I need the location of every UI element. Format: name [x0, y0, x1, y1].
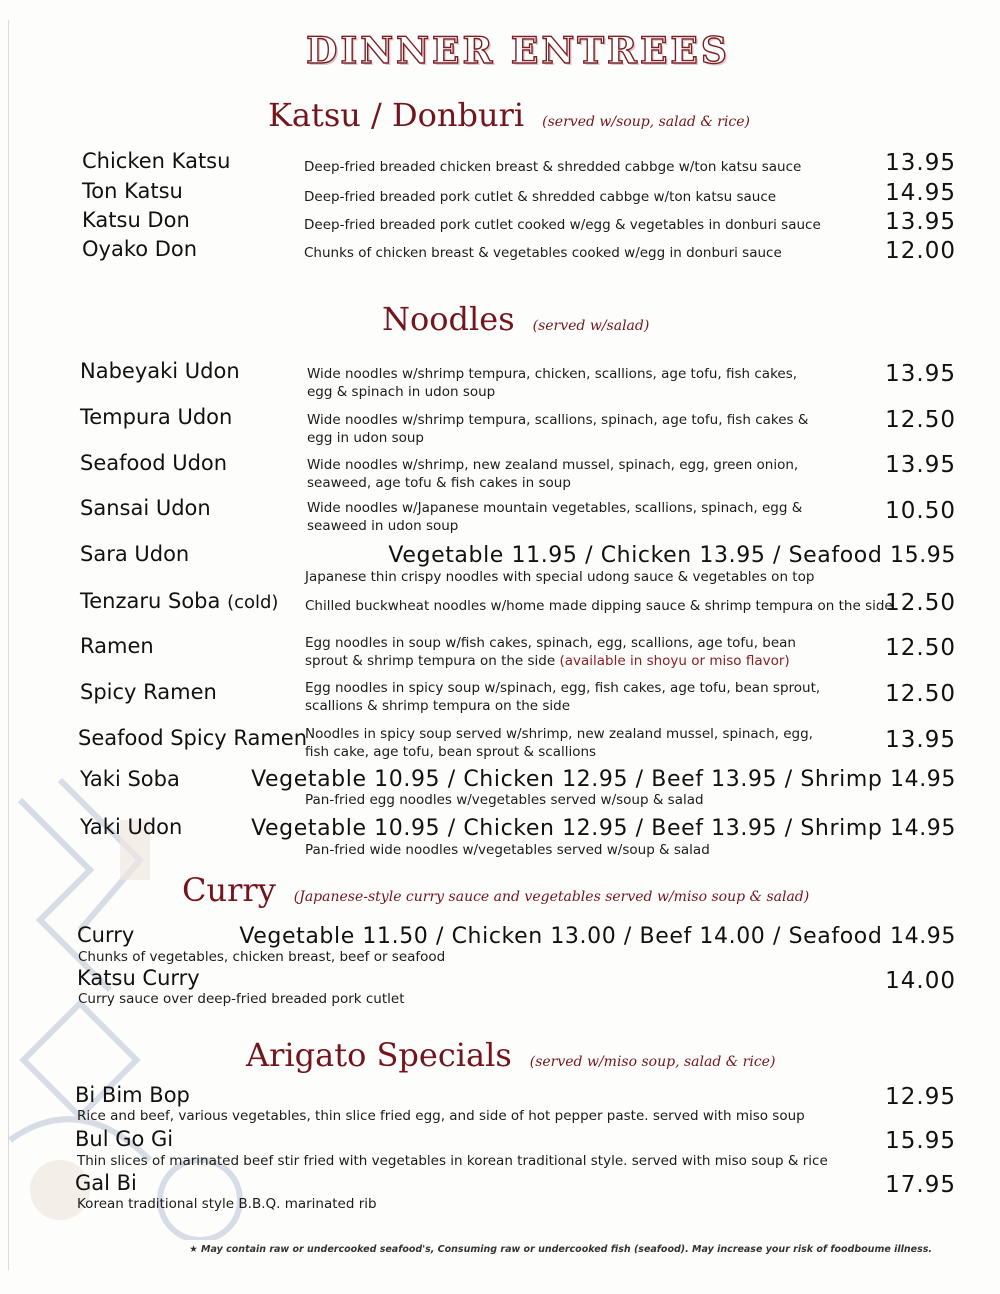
item-desc: Rice and beef, various vegetables, thin slice fried egg, and side of hot pepper paste. served with miso soup [77, 1108, 805, 1124]
specials-section-header [246, 1036, 775, 1074]
item-desc: Chilled buckwheat noodles w/home made dipping sauce & shrimp tempura on the side [305, 598, 893, 614]
item-desc: Chunks of chicken breast & vegetables cooked w/egg in donburi sauce [304, 245, 782, 261]
item-desc: Wide noodles w/shrimp tempura, chicken, scallions, age tofu, fish cakes, egg & spinach in udon soup [307, 366, 798, 400]
item-name: Bul Go Gi [75, 1127, 174, 1151]
item-name: Ton Katsu [82, 179, 183, 203]
item-name: Seafood Spicy Ramen [78, 726, 308, 750]
item-price: 13.95 [885, 452, 956, 478]
curry-note: (Japanese-style curry sauce and vegetables served w/miso soup & salad) [293, 889, 810, 905]
item-price: 12.50 [885, 635, 956, 661]
item-name: Yaki Udon [80, 815, 183, 839]
item-price: 10.50 [885, 498, 956, 524]
item-price: 12.50 [885, 681, 956, 707]
noodles-note: (served w/salad) [532, 318, 650, 334]
specials-note: (served w/miso soup, salad & rice) [529, 1054, 776, 1070]
item-desc: Deep-fried breaded pork cutlet & shredded cabbge w/ton katsu sauce [304, 189, 777, 205]
item-desc: Korean traditional style B.B.Q. marinated rib [77, 1196, 377, 1212]
item-desc: Chunks of vegetables, chicken breast, beef or seafood [78, 949, 446, 965]
item-price: 15.95 [885, 1128, 956, 1154]
item-options: Vegetable 10.95 / Chicken 12.95 / Beef 13.95 / Shrimp 14.95 [251, 816, 956, 841]
katsu-note: (served w/soup, salad & rice) [542, 114, 751, 130]
item-price: 13.95 [885, 150, 956, 176]
noodles-heading: Noodles [382, 300, 515, 338]
item-price: 17.95 [885, 1172, 956, 1198]
item-price: 14.00 [885, 968, 956, 994]
item-price: 12.50 [885, 407, 956, 433]
item-name: Sara Udon [80, 542, 190, 566]
item-name: Curry [77, 923, 135, 947]
item-desc: Egg noodles in spicy soup w/spinach, egg, fish cakes, age tofu, bean sprout, scallions & shrimp tempura on the side [305, 680, 821, 714]
item-desc: Wide noodles w/shrimp tempura, scallions, spinach, age tofu, fish cakes & egg in udon soup [307, 412, 809, 446]
item-name: Katsu Don [82, 208, 190, 232]
item-desc: Noodles in spicy soup served w/shrimp, new zealand mussel, spinach, egg, fish cake, age tofu, bean sprout & scallions [305, 726, 813, 760]
item-name: Ramen [80, 634, 154, 658]
item-desc: Wide noodles w/shrimp, new zealand mussel, spinach, egg, green onion, seaweed, age tofu & fish cakes in soup [307, 457, 799, 491]
item-options: Vegetable 10.95 / Chicken 12.95 / Beef 13.95 / Shrimp 14.95 [251, 767, 956, 792]
item-price: 13.95 [885, 727, 956, 753]
item-name: Tenzaru Soba (cold) [80, 589, 279, 613]
noodles-section-header [382, 300, 649, 338]
item-price: 12.00 [885, 238, 956, 264]
item-desc: Deep-fried breaded pork cutlet cooked w/egg & vegetables in donburi sauce [304, 217, 821, 233]
specials-heading: Arigato Specials [246, 1036, 512, 1074]
item-options: Vegetable 11.50 / Chicken 13.00 / Beef 14.00 / Seafood 14.95 [239, 924, 956, 949]
item-price: 13.95 [885, 361, 956, 387]
allergy-footnote: ★ May contain raw or undercooked seafood's, Consuming raw or undercooked fish (seafood). May increase your risk of foodboume illness. [189, 1244, 932, 1255]
item-name: Katsu Curry [77, 966, 200, 990]
item-price: 12.95 [885, 1084, 956, 1110]
item-name: Chicken Katsu [82, 149, 231, 173]
item-price: 13.95 [885, 209, 956, 235]
item-name: Oyako Don [82, 237, 198, 261]
item-name: Yaki Soba [80, 767, 180, 791]
katsu-section-header [268, 96, 750, 134]
item-name: Gal Bi [75, 1171, 137, 1195]
page-title: DINNER ENTREES [306, 30, 730, 72]
curry-heading: Curry [182, 871, 276, 909]
item-desc: Curry sauce over deep-fried breaded pork cutlet [78, 991, 405, 1007]
item-name: Nabeyaki Udon [80, 359, 240, 383]
item-price: 14.95 [885, 180, 956, 206]
katsu-heading: Katsu / Donburi [268, 96, 525, 134]
item-name: Sansai Udon [80, 496, 211, 520]
item-name: Seafood Udon [80, 451, 228, 475]
item-desc: Wide noodles w/Japanese mountain vegetables, scallions, spinach, egg & seaweed in udon soup [307, 500, 803, 534]
item-desc: Egg noodles in soup w/fish cakes, spinach, egg, scallions, age tofu, bean sprout & shrimp tempura on the side (available in shoyu or miso flavor) [305, 635, 796, 669]
curry-section-header [182, 871, 809, 909]
item-options: Vegetable 11.95 / Chicken 13.95 / Seafood 15.95 [388, 543, 956, 568]
item-desc: Deep-fried breaded chicken breast & shredded cabbge w/ton katsu sauce [304, 159, 802, 175]
item-desc: Pan-fried wide noodles w/vegetables served w/soup & salad [305, 842, 710, 858]
item-name: Bi Bim Bop [75, 1083, 190, 1107]
item-price: 12.50 [885, 590, 956, 616]
item-desc: Japanese thin crispy noodles with special udong sauce & vegetables on top [305, 569, 815, 585]
item-desc: Thin slices of marinated beef stir fried with vegetables in korean traditional style. served with miso soup & rice [77, 1153, 828, 1169]
item-desc: Pan-fried egg noodles w/vegetables served w/soup & salad [305, 792, 704, 808]
item-name: Spicy Ramen [80, 680, 217, 704]
item-name: Tempura Udon [80, 405, 233, 429]
